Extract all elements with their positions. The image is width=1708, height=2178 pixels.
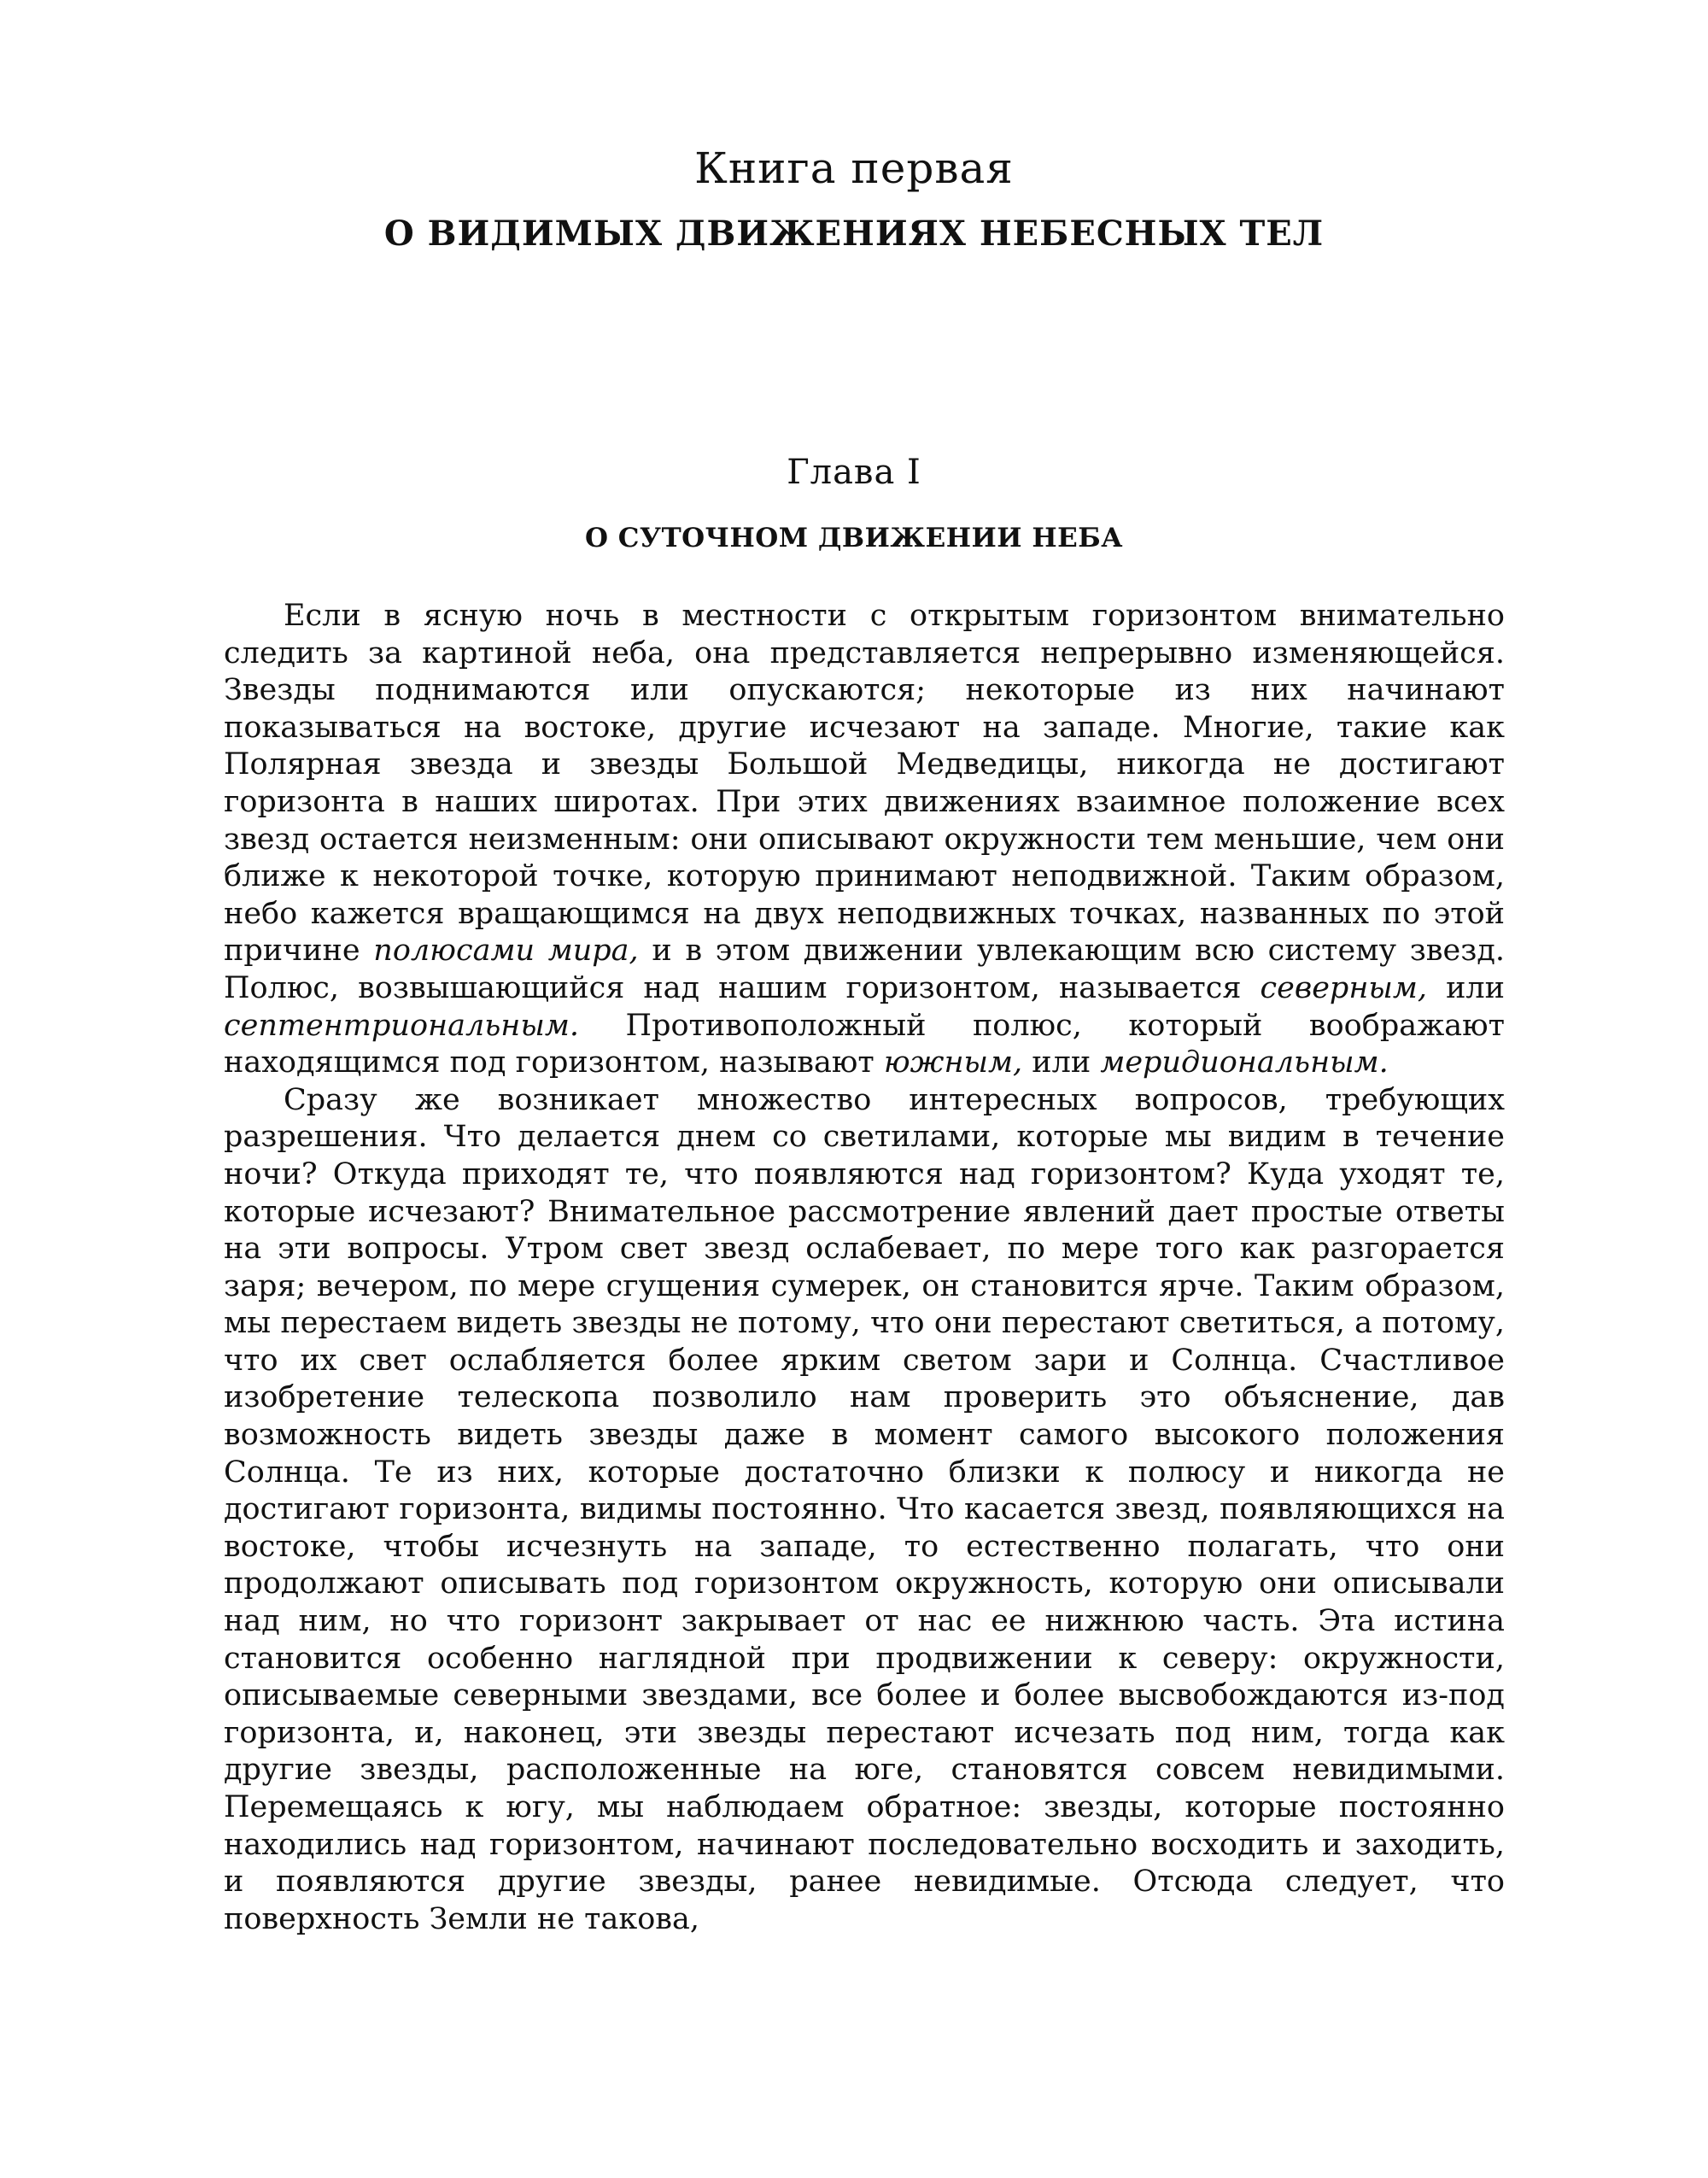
term-northern: северным, bbox=[1260, 970, 1428, 1005]
paragraph-1-part-3: или bbox=[1446, 970, 1505, 1005]
paragraph-1-part-5: или bbox=[1032, 1045, 1091, 1080]
term-southern: южным, bbox=[883, 1045, 1023, 1080]
term-septentrional: септентриональным. bbox=[224, 1008, 579, 1043]
chapter-title: О СУТОЧНОМ ДВИЖЕНИИ НЕБА bbox=[584, 523, 1124, 553]
paragraph-1-part-2: и в этом движении увлекающим всю систему звезд. Полюс, возвышающийся над нашим горизонтом, называется bbox=[224, 934, 1505, 1005]
term-meridional: меридиональным. bbox=[1100, 1045, 1389, 1080]
book-subtitle: О ВИДИМЫХ ДВИЖЕНИЯХ НЕБЕСНЫХ ТЕЛ bbox=[383, 214, 1325, 254]
paragraph-1-part-1: Если в ясную ночь в местности с открытым горизонтом внимательно следить за картиной неба, она представляется непрерывно изменяющейся. Звезды поднимаются или опускаются; некоторые из них начинают показываться на востоке, другие исчезают на западе. Многие, такие как Полярная звезда и звезды Большой Медведицы, никогда не достигают горизонта в наших широтах. При этих движениях взаимное положение всех звезд остается неизменным: они описывают окружности тем меньшие, чем они ближе к некоторой точке, которую принимают неподвижной. Таким образом, небо кажется вращающимся на двух неподвижных точках, названных по этой причине bbox=[224, 599, 1505, 969]
body-text bbox=[224, 598, 1505, 1938]
paragraph-1-part-4: Противоположный полюс, который воображают находящимся под горизонтом, называют bbox=[224, 1008, 1505, 1080]
term-poles: полюсами мира, bbox=[373, 934, 639, 969]
chapter-label: Глава I bbox=[787, 453, 921, 492]
paragraph-2: Сразу же возникает множество интересных вопросов, требующих разрешения. Что делается днем со светилами, которые мы видим в течение ночи? Откуда приходят те, что появляются над горизонтом? Куда уходят те, которые исчезают? Внимательное рассмотрение явлений дает простые ответы на эти вопросы. Утром свет звезд ослабевает, по мере того как разгорается заря; вечером, по мере сгущения сумерек, он становится ярче. Таким образом, мы перестаем видеть звезды не потому, что они перестают светиться, а потому, что их свет ослабляется более ярким светом зари и Солнца. Счастливое изобретение телескопа позволило нам проверить это объяснение, дав возможность видеть звезды даже в момент самого высокого положения Солнца. Те из них, которые достаточно близки к полюсу и никогда не достигают горизонта, видимы постоянно. Что касается звезд, появляющихся на востоке, чтобы исчезнуть на западе, то естественно полагать, что они продолжают описывать под горизонтом окружность, которую они описывали над ним, но что горизонт закрывает от нас ее нижнюю часть. Эта истина становится особенно наглядной при продвижении к северу: окружности, описываемые северными звездами, все более и более высвобождаются из-под горизонта, и, наконец, эти звезды перестают исчезать под ним, тогда как другие звезды, расположенные на юге, становятся совсем невидимыми. Перемещаясь к югу, мы наблюдаем обратное: звезды, которые постоянно находились над горизонтом, начинают последовательно восходить и заходить, и появляются другие звезды, ранее невидимые. Отсюда следует, что поверхность Земли не такова, bbox=[224, 1082, 1505, 1936]
book-title: Книга первая bbox=[694, 143, 1014, 193]
paragraph-1 bbox=[224, 598, 1505, 1082]
